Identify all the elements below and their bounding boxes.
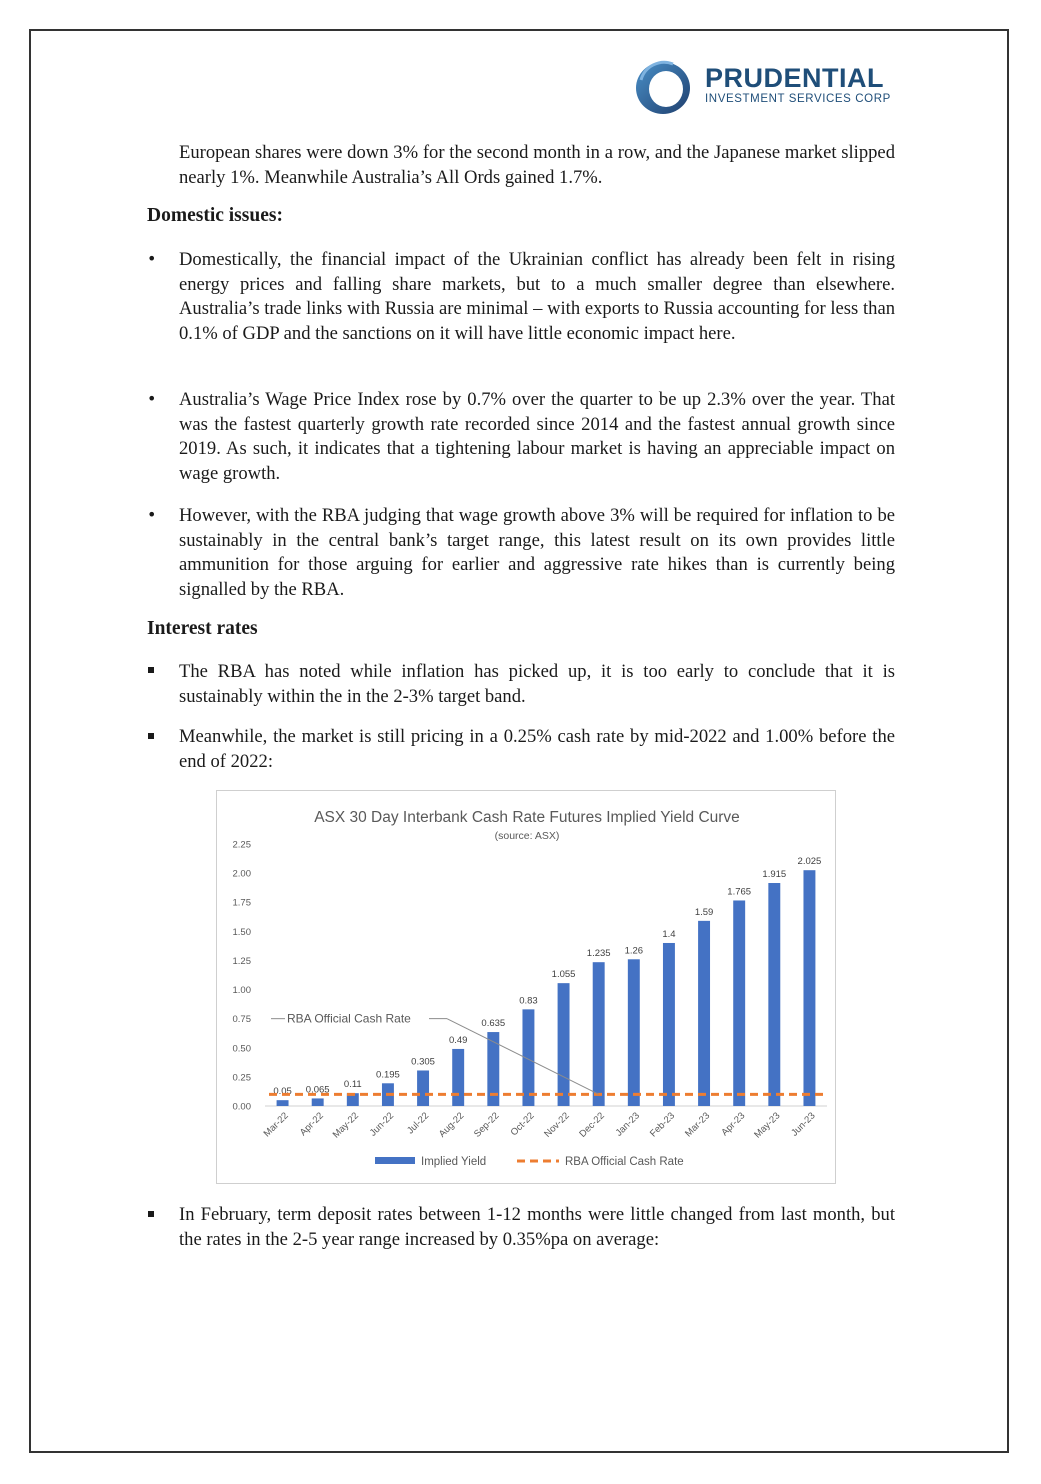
interest-heading: Interest rates [147,618,258,639]
domestic-bullet-2: Australia’s Wage Price Index rose by 0.7% over the quarter to be up 2.3% over the year. That was the fastest quarterly growth rate recorded since 2014 and the fastest annual growth since 2019. As such, it indicates that a tightening labour market is having an appreciable impact on wage growth. [179,389,895,484]
domestic-heading: Domestic issues: [147,205,283,226]
bar-implied-yield [558,983,570,1106]
bar-data-label: 2.025 [797,856,822,868]
bar-data-label: 1.235 [586,948,611,960]
x-tick-label: Apr-23 [719,1110,748,1139]
bar-data-label: 0.305 [411,1056,435,1068]
bar-implied-yield [312,1098,324,1106]
bullet-square [148,1211,154,1217]
bar-data-label: 0.195 [376,1069,400,1081]
bar-data-label: 0.11 [343,1079,362,1091]
x-tick-label: May-22 [330,1110,361,1141]
intro-paragraph: European shares were down 3% for the second month in a row, and the Japanese market slipped nearly 1%. Meanwhile Australia’s All Ords gained 1.7%. [179,142,895,188]
y-tick-label: 0.50 [232,1043,251,1055]
bar-data-label: 1.59 [694,906,714,918]
chart-title: ASX 30 Day Interbank Cash Rate Futures Implied Yield Curve [314,809,740,826]
bar-implied-yield [698,921,710,1106]
y-tick-label: 1.25 [232,955,251,967]
bullet-square [148,667,154,673]
bullet-dot: • [147,249,157,268]
x-tick-label: May-23 [752,1110,783,1141]
bar-data-label: 1.26 [624,945,644,957]
interest-bullet-1: The RBA has noted while inflation has picked up, it is too early to conclude that it is sustainably within the in the 2-3% target band. [179,661,895,707]
legend-swatch-implied-yield [375,1157,415,1164]
bullet-square [148,733,154,739]
bullet-dot: • [147,389,157,408]
bar-implied-yield [663,943,675,1106]
x-tick-label: Sep-22 [471,1110,502,1140]
y-tick-label: 2.00 [232,868,251,880]
y-tick-label: 0.75 [232,1014,251,1026]
bar-data-label: 1.055 [551,969,576,981]
bar-implied-yield [803,870,815,1106]
y-tick-label: 0.25 [232,1072,251,1084]
y-tick-label: 1.75 [232,897,251,909]
x-tick-label: Oct-22 [508,1110,537,1139]
bar-data-label: 1.765 [727,886,752,898]
x-tick-label: Aug-22 [436,1110,467,1140]
interest-bullet-2: Meanwhile, the market is still pricing in a 0.25% cash rate by mid-2022 and 1.00% before the end of 2022: [179,726,895,772]
x-tick-label: Mar-22 [261,1110,291,1140]
bar-data-label: 1.915 [762,869,787,881]
chart-subtitle: (source: ASX) [494,830,560,842]
logo-name: PRUDENTIAL [705,63,884,93]
x-tick-label: Jul-22 [405,1110,432,1137]
x-tick-label: Jun-22 [367,1110,397,1139]
bar-implied-yield [452,1049,464,1106]
bar-data-label: 0.065 [305,1084,330,1096]
logo-subtitle: INVESTMENT SERVICES CORP [705,93,891,105]
bar-implied-yield [277,1100,289,1106]
y-tick-label: 1.50 [232,926,251,938]
x-tick-label: Jun-23 [789,1110,818,1139]
logo-ring-icon [633,60,697,116]
domestic-bullet-1: Domestically, the financial impact of the Ukrainian conflict has already been felt in rising energy prices and falling share markets, but to a much smaller degree than elsewhere. Australia’s trade links with Russia are minimal – with exports to Russia accounting for less than 0.1% of GDP and the sanctions on it will have little economic impact here. [179,249,895,344]
interest-bullet-3: In February, term deposit rates between 1-12 months were little changed from last month, but the rates in the 2-5 year range increased by 0.35%pa on average: [179,1204,895,1250]
company-logo [633,60,893,116]
rba-annotation-label: RBA Official Cash Rate [287,1011,411,1026]
x-tick-label: Mar-23 [683,1110,713,1140]
bar-data-label: 0.83 [519,995,538,1007]
y-tick-label: 1.00 [232,985,251,997]
x-tick-label: Nov-22 [542,1110,572,1140]
bar-implied-yield [593,962,605,1106]
bar-implied-yield [417,1070,429,1106]
yield-curve-chart [216,790,836,1184]
bar-implied-yield [628,959,640,1106]
x-tick-label: Jan-23 [613,1110,642,1139]
x-tick-label: Apr-22 [297,1110,326,1139]
bullet-dot: • [147,505,157,524]
bar-data-label: 1.4 [662,928,676,940]
bar-data-label: 0.05 [273,1086,292,1098]
bar-implied-yield [733,900,745,1106]
legend-label-rba-cash-rate: RBA Official Cash Rate [565,1156,684,1168]
bar-data-label: 0.635 [481,1018,506,1030]
bar-implied-yield [768,883,780,1106]
domestic-bullet-3: However, with the RBA judging that wage growth above 3% will be required for inflation to be sustainably in the central bank’s target range, this latest result on its own provides little ammunition for those arguing for earlier and aggressive rate hikes than is currently being signalled by the RBA. [179,505,895,600]
chart-svg [217,791,837,1185]
x-tick-label: Feb-23 [647,1110,678,1140]
legend-label-implied-yield: Implied Yield [421,1156,487,1168]
x-tick-label: Dec-22 [577,1110,607,1140]
y-tick-label: 2.25 [232,839,251,851]
y-tick-label: 0.00 [232,1101,251,1113]
bar-data-label: 0.49 [448,1034,468,1046]
